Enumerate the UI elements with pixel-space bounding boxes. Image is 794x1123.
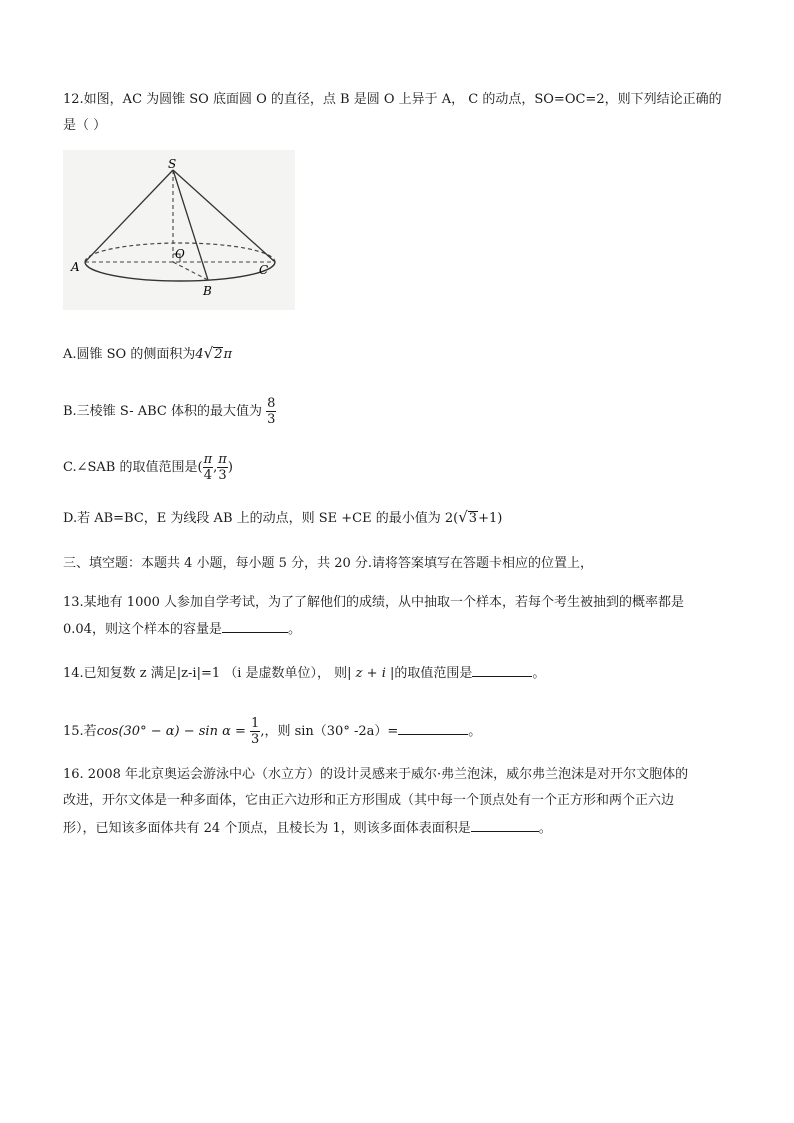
q13-line1: 13.某地有 1000 人参加自学考试，为了了解他们的成绩，从中抽取一个样本，若每个考生被抽到的概率都是 — [63, 595, 685, 610]
label-B: B — [203, 284, 212, 298]
label-A: A — [71, 260, 80, 274]
q12-option-d: D.若 AB=BC，E 为线段 AB 上的动点，则 SE +CE 的最小值为 2(√3+1) — [63, 508, 503, 526]
q16-line1: 16. 2008 年北京奥运会游泳中心（水立方）的设计灵感来于威尔·弗兰泡沫，威尔弗兰泡沫是对开尔文胞体的 — [63, 767, 689, 782]
q14-answer-blank[interactable] — [472, 663, 532, 677]
label-O: O — [175, 247, 185, 261]
cone-diagram — [63, 150, 295, 310]
base-front-arc — [85, 262, 275, 281]
edge-SA — [85, 170, 173, 262]
label-C: C — [259, 263, 269, 277]
q15-answer-blank[interactable] — [398, 721, 468, 735]
q16-answer-blank[interactable] — [471, 818, 539, 832]
q12-line1: 12.如图，AC 为圆锥 SO 底面圆 O 的直径，点 B 是圆 O 上异于 A， C 的动点，SO=OC=2，则下列结论正确的 — [63, 92, 722, 107]
q12-option-b: B.三棱锥 S- ABC 体积的最大值为 $\frac{8}{3}$ — [63, 396, 276, 427]
label-S: S — [168, 157, 177, 171]
fraction-8-3: $\frac{8}{3}$ — [267, 396, 276, 427]
q12-option-c: C.∠SAB 的取值范围是( $\frac{\pi}{4}$ , $\frac{\pi}{3}$ ) — [63, 452, 233, 483]
q15-line: 15.若cos(30° − α) − sin α = $\frac{1}{3}$ ,，则 sin（30° -2a）= 。 — [63, 716, 482, 747]
q16-line3: 形），已知该多面体共有 24 个顶点，且棱长为 1，则该多面体表面积是 。 — [63, 818, 552, 838]
q13-line2: 0.04，则这个样本的容量是 。 — [63, 619, 301, 639]
fraction-1-3: $\frac{1}{3}$ — [251, 716, 260, 747]
q16-line2: 改进，开尔文体是一种多面体，它由正六边形和正方形围成（其中每一个顶点处有一个正方形和两个正六边 — [63, 793, 675, 808]
q14-line: 14.已知复数 z 满足|z-i|=1 （i 是虚数单位）， 则| z + i |的取值范围是 。 — [63, 663, 545, 683]
section-3-heading: 三、填空题：本题共 4 小题，每小题 5 分，共 20 分.请将答案填写在答题卡相应的位置上， — [63, 556, 594, 571]
q12-option-a: A.圆锥 SO 的侧面积为4√2π — [63, 344, 233, 362]
q13-answer-blank[interactable] — [222, 619, 288, 633]
cone-figure — [63, 150, 295, 310]
q12-line2: 是（ ） — [63, 118, 107, 133]
